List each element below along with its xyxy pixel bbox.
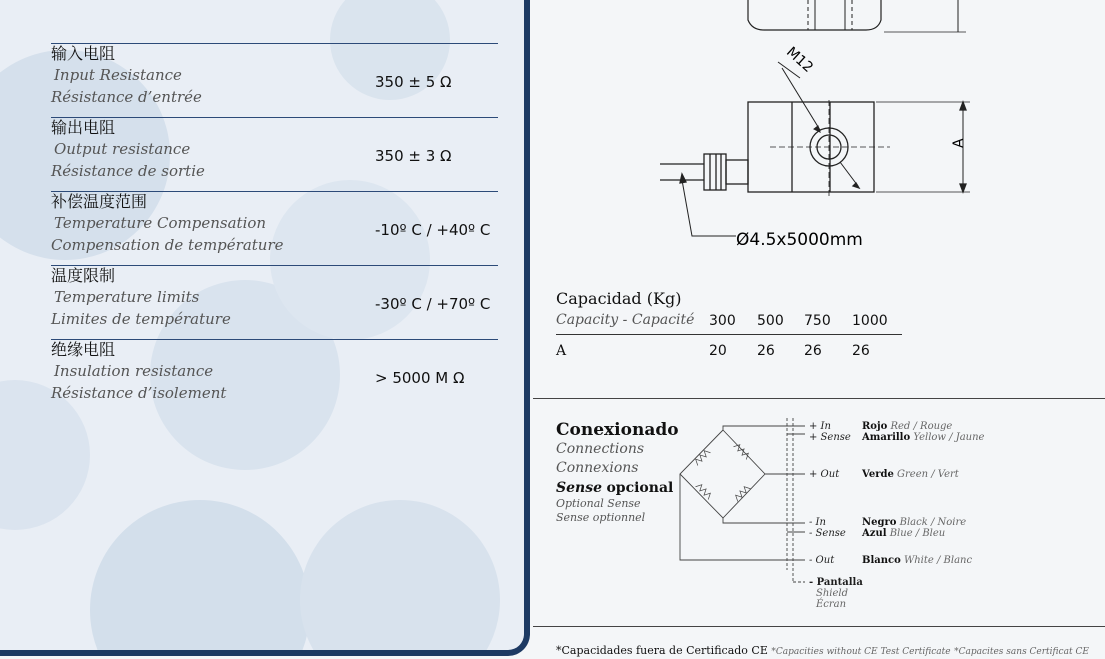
footnote-fr: *Capacites sans Certificat CE — [954, 647, 1089, 657]
a-value: 26 — [852, 343, 870, 359]
dim-a-label: A — [951, 138, 967, 148]
sense-italic: Sense — [556, 480, 602, 496]
spec-label-cn: 补偿温度范围 — [51, 192, 148, 211]
sense-fr: Sense optionnel — [556, 511, 646, 524]
sense-en: Optional Sense — [556, 497, 641, 510]
spec-label-fr: Compensation de température — [51, 236, 284, 254]
side-view — [660, 100, 970, 236]
decor-circle — [300, 500, 500, 656]
spec-label-en: Temperature Compensation — [54, 214, 267, 232]
a-value: 26 — [804, 343, 822, 359]
spec-label-en: Output resistance — [54, 140, 191, 158]
spec-panel — [0, 0, 530, 656]
connections-fr: Connexions — [556, 460, 639, 476]
shield-fr: Écran — [816, 599, 847, 610]
connections-title: Conexionado — [556, 420, 679, 440]
capacity-table — [556, 288, 902, 365]
spec-value: -30º C / +70º C — [375, 295, 491, 313]
sense-rest: opcional — [606, 480, 674, 496]
spec-label-fr: Limites de température — [51, 310, 231, 328]
thread-label: M12 — [783, 44, 817, 76]
section-divider — [533, 398, 1105, 399]
terminal-minus-sense: - Sense — [809, 528, 846, 539]
spec-row-temp-limits — [51, 265, 498, 330]
terminal-minus-in: - In — [809, 517, 826, 528]
a-row-label: A — [556, 343, 567, 359]
capacity-value: 500 — [757, 313, 784, 329]
spec-row-temp-compensation — [51, 191, 498, 256]
a-value: 26 — [757, 343, 775, 359]
spec-value: > 5000 M Ω — [375, 369, 465, 387]
spec-label-en: Insulation resistance — [54, 362, 214, 380]
footnote — [556, 644, 1089, 657]
shield-terminal — [809, 577, 863, 610]
terminal-plus-out: + Out — [809, 469, 840, 480]
decor-circle — [90, 500, 310, 656]
dimension-a-row — [556, 335, 902, 365]
spec-label-en: Input Resistance — [54, 66, 182, 84]
connections-heading — [556, 420, 679, 525]
spec-value: 350 ± 3 Ω — [375, 147, 452, 165]
spec-label-fr — [51, 0, 498, 3]
capacity-value: 1000 — [852, 313, 888, 329]
terminal-plus-sense: + Sense — [809, 432, 851, 443]
spec-row-output-resistance — [51, 117, 498, 182]
capacity-header-row — [556, 310, 902, 335]
shield-en: Shield — [816, 588, 849, 599]
load-cell-drawing — [640, 0, 1000, 260]
top-view — [748, 0, 966, 32]
shield-term: - Pantalla — [809, 577, 863, 588]
wire-color-yellow: Amarillo Yellow / Jaune — [862, 432, 985, 443]
wire-color-green: Verde Green / Vert — [862, 469, 959, 480]
connections-en: Connections — [556, 441, 645, 457]
footer-divider — [533, 626, 1105, 627]
spec-label-cn: 温度限制 — [51, 266, 116, 285]
wire-color-blue: Azul Blue / Bleu — [862, 528, 946, 539]
spec-row-input-resistance — [51, 43, 498, 108]
capacity-value: 750 — [804, 313, 831, 329]
spec-label-fr: Résistance de sortie — [51, 162, 205, 180]
capacity-title: Capacidad (Kg) — [556, 289, 682, 308]
capacity-subtitle: Capacity - Capacité — [556, 312, 695, 328]
terminal-plus-in: + In — [809, 421, 831, 432]
spec-label-fr: Résistance d’entrée — [51, 88, 202, 106]
spec-value: 350 ± 5 Ω — [375, 73, 452, 91]
footnote-en: *Capacities without CE Test Certificate — [771, 647, 951, 657]
spec-label-cn: 输入电阻 — [51, 44, 116, 63]
spec-label-cn: 绝缘电阻 — [51, 340, 116, 359]
wire-color-black: Negro Black / Noire — [862, 517, 967, 528]
terminal-minus-out: - Out — [809, 555, 835, 566]
spec-row-excitation — [51, 0, 498, 3]
cable-label: Ø4.5x5000mm — [736, 230, 863, 250]
spec-label-cn: 输出电阻 — [51, 118, 116, 137]
a-value: 20 — [709, 343, 727, 359]
footnote-main: *Capacidades fuera de Certificado CE — [556, 644, 768, 657]
wire-color-white: Blanco White / Blanc — [862, 555, 973, 566]
thread-leader — [778, 62, 820, 132]
capacity-value: 300 — [709, 313, 736, 329]
spec-label-en: Temperature limits — [54, 288, 200, 306]
spec-row-insulation — [51, 339, 498, 404]
spec-value: -10º C / +40º C — [375, 221, 491, 239]
wire-color-red: Rojo Red / Rouge — [862, 421, 953, 432]
bridge-wiring-diagram — [675, 410, 815, 600]
sense-title — [556, 479, 679, 497]
spec-label-fr: Résistance d’isolement — [51, 384, 227, 402]
